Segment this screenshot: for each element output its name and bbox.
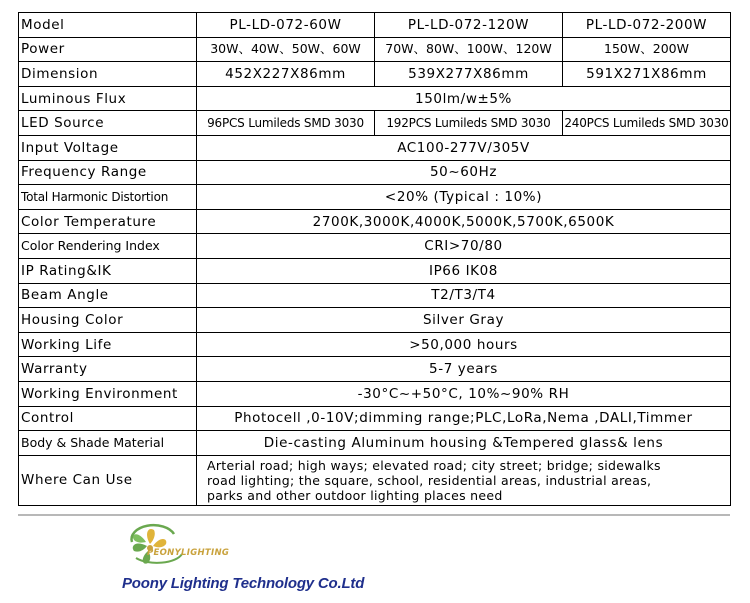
row-where-can-use — [19, 455, 731, 505]
label-working-environment: Working Environment — [19, 381, 197, 406]
label-input-voltage: Input Voltage — [19, 135, 197, 160]
cri-value: CRI>70/80 — [197, 234, 731, 259]
row-beam-angle — [19, 283, 731, 308]
working-environment-value: -30°C~+50°C, 10%~90% RH — [197, 381, 731, 406]
frequency-value: 50~60Hz — [197, 160, 731, 185]
ip-rating-value: IP66 IK08 — [197, 258, 731, 283]
led-source-120w: 192PCS Lumileds SMD 3030 — [375, 111, 563, 136]
led-source-60w: 96PCS Lumileds SMD 3030 — [197, 111, 375, 136]
row-material — [19, 431, 731, 456]
row-color-temperature — [19, 209, 731, 234]
row-working-life — [19, 332, 731, 357]
beam-angle-value: T2/T3/T4 — [197, 283, 731, 308]
control-value: Photocell ,0-10V;dimming range;PLC,LoRa,Nema ,DALI,Timmer — [197, 406, 731, 431]
dimension-120w: 539X277X86mm — [375, 62, 563, 87]
model-200w: PL-LD-072-200W — [563, 13, 731, 38]
where-use-line-3: parks and other outdoor lighting places need — [207, 487, 503, 503]
row-frequency — [19, 160, 731, 185]
where-use-line-2: road lighting; the square, school, residential areas, industrial areas, — [207, 472, 652, 488]
label-color-temperature: Color Temperature — [19, 209, 197, 234]
company-name: Poony Lighting Technology Co.Ltd — [122, 575, 365, 592]
row-cri — [19, 234, 731, 259]
row-control — [19, 406, 731, 431]
label-material: Body & Shade Material — [19, 431, 197, 456]
row-housing-color — [19, 308, 731, 333]
brand-name: PEONYLIGHTING — [147, 548, 230, 558]
power-200w: 150W、200W — [563, 37, 731, 62]
housing-color-value: Silver Gray — [197, 308, 731, 333]
label-housing-color: Housing Color — [19, 308, 197, 333]
dimension-200w: 591X271X86mm — [563, 62, 731, 87]
material-value: Die-casting Aluminum housing &Tempered glass& lens — [197, 431, 731, 456]
where-use-line-1: Arterial road; high ways; elevated road; city street; bridge; sidewalks — [207, 457, 661, 473]
spec-table — [18, 12, 731, 506]
where-can-use-value — [197, 455, 731, 505]
row-working-environment — [19, 381, 731, 406]
power-60w: 30W、40W、50W、60W — [197, 37, 375, 62]
label-where-can-use: Where Can Use — [19, 455, 197, 505]
model-120w: PL-LD-072-120W — [375, 13, 563, 38]
label-luminous-flux: Luminous Flux — [19, 86, 197, 111]
label-model: Model — [19, 13, 197, 38]
row-ip-rating — [19, 258, 731, 283]
row-input-voltage — [19, 135, 731, 160]
warranty-value: 5-7 years — [197, 357, 731, 382]
row-luminous-flux — [19, 86, 731, 111]
label-power: Power — [19, 37, 197, 62]
label-cri: Color Rendering Index — [19, 234, 197, 259]
row-dimension — [19, 62, 731, 87]
working-life-value: >50,000 hours — [197, 332, 731, 357]
row-model — [19, 13, 731, 38]
model-60w: PL-LD-072-60W — [197, 13, 375, 38]
label-frequency: Frequency Range — [19, 160, 197, 185]
label-warranty: Warranty — [19, 357, 197, 382]
label-working-life: Working Life — [19, 332, 197, 357]
power-120w: 70W、80W、100W、120W — [375, 37, 563, 62]
label-thd: Total Harmonic Distortion — [19, 185, 197, 210]
color-temperature-value: 2700K,3000K,4000K,5000K,5700K,6500K — [197, 209, 731, 234]
label-ip-rating: IP Rating&IK — [19, 258, 197, 283]
led-source-200w: 240PCS Lumileds SMD 3030 — [563, 111, 731, 136]
thd-value: <20% (Typical : 10%) — [197, 185, 731, 210]
label-dimension: Dimension — [19, 62, 197, 87]
row-warranty — [19, 357, 731, 382]
row-led-source — [19, 111, 731, 136]
luminous-flux-value: 150lm/w±5% — [197, 86, 731, 111]
label-control: Control — [19, 406, 197, 431]
row-power — [19, 37, 731, 62]
row-thd — [19, 185, 731, 210]
input-voltage-value: AC100-277V/305V — [197, 135, 731, 160]
label-led-source: LED Source — [19, 111, 197, 136]
label-beam-angle: Beam Angle — [19, 283, 197, 308]
dimension-60w: 452X227X86mm — [197, 62, 375, 87]
